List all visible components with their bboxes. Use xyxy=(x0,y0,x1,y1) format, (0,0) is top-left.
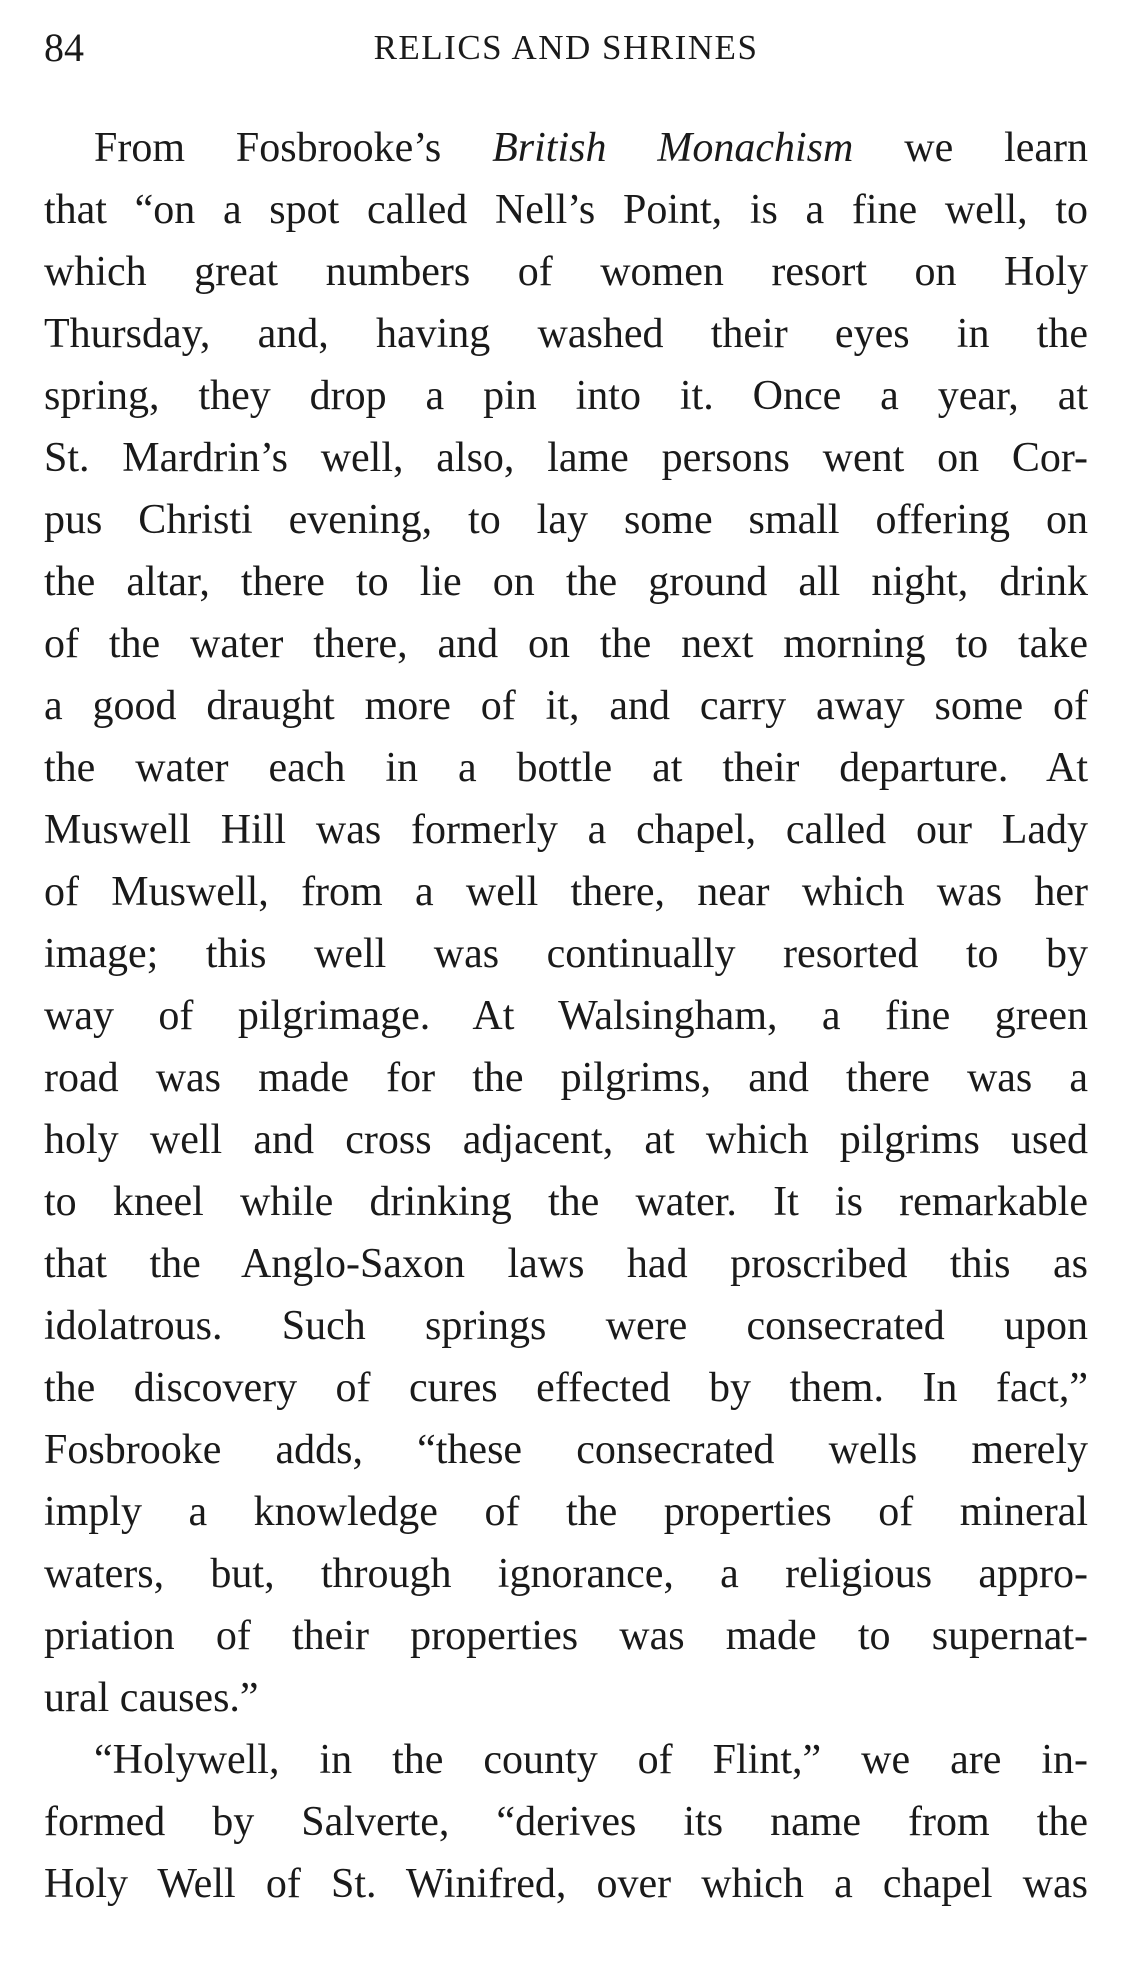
paragraph xyxy=(44,117,1088,1729)
page-number: 84 xyxy=(44,25,84,70)
text-line: waters, but, through ignorance, a religious appro- xyxy=(44,1551,1088,1597)
text-line: to kneel while drinking the water. It is remarkable xyxy=(44,1179,1088,1225)
body-text xyxy=(44,117,1088,1915)
text-span: From Fosbrooke’s xyxy=(94,125,442,171)
paragraph xyxy=(44,1729,1088,1915)
text-line: road was made for the pilgrims, and there was a xyxy=(44,1055,1088,1101)
text-line: way of pilgrimage. At Walsingham, a fine green xyxy=(44,993,1088,1039)
text-line: idolatrous. Such springs were consecrated upon xyxy=(44,1303,1088,1349)
text-line: that “on a spot called Nell’s Point, is a fine well, to xyxy=(44,187,1088,233)
text-line: imply a knowledge of the properties of mineral xyxy=(44,1489,1088,1535)
text-line: that the Anglo-Saxon laws had proscribed this as xyxy=(44,1241,1088,1287)
text-line: Thursday, and, having washed their eyes in the xyxy=(44,311,1088,357)
text-line: St. Mardrin’s well, also, lame persons went on Cor- xyxy=(44,435,1088,481)
text-line: “Holywell, in the county of Flint,” we are in- xyxy=(94,1737,1088,1783)
text-line: of Muswell, from a well there, near which was her xyxy=(44,869,1088,915)
text-line: Fosbrooke adds, “these consecrated wells merely xyxy=(44,1427,1088,1473)
text-line xyxy=(44,117,1088,179)
text-line: a good draught more of it, and carry away some of xyxy=(44,683,1088,729)
book-title: British Monachism xyxy=(492,125,854,171)
text-line: which great numbers of women resort on Holy xyxy=(44,249,1088,295)
text-line: the altar, there to lie on the ground all night, drink xyxy=(44,559,1088,605)
text-line: holy well and cross adjacent, at which pilgrims used xyxy=(44,1117,1088,1163)
text-line: ural causes.” xyxy=(44,1675,259,1721)
text-line: image; this well was continually resorted to by xyxy=(44,931,1088,977)
page-header xyxy=(44,22,1088,74)
text-line: priation of their properties was made to supernat- xyxy=(44,1613,1088,1659)
text-line: spring, they drop a pin into it. Once a year, at xyxy=(44,373,1088,419)
text-line: the discovery of cures effected by them. In fact,” xyxy=(44,1365,1088,1411)
text-line: Holy Well of St. Winifred, over which a chapel was xyxy=(44,1861,1088,1907)
text-line: the water each in a bottle at their departure. At xyxy=(44,745,1088,791)
text-line: formed by Salverte, “derives its name from the xyxy=(44,1799,1088,1845)
text-line: pus Christi evening, to lay some small offering on xyxy=(44,497,1088,543)
text-line: of the water there, and on the next morning to take xyxy=(44,621,1088,667)
text-span: we learn xyxy=(904,125,1089,171)
running-title: RELICS AND SHRINES xyxy=(373,28,759,67)
text-line: Muswell Hill was formerly a chapel, called our Lady xyxy=(44,807,1088,853)
